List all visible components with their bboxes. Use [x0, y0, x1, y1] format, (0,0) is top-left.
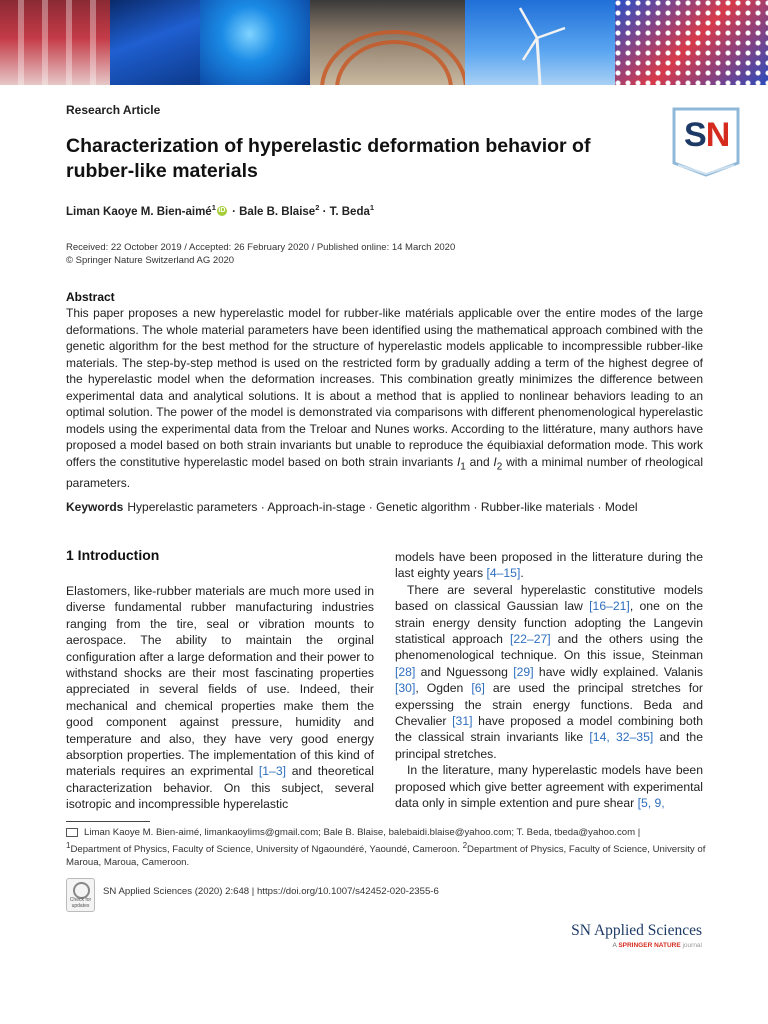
author-1[interactable]: Liman Kaoye M. Bien-aimé	[66, 205, 212, 218]
wind-turbine-icon	[465, 0, 615, 85]
orcid-icon[interactable]: iD	[218, 206, 226, 214]
citation-link[interactable]: [22–27]	[509, 632, 551, 647]
header-banner	[0, 0, 768, 85]
intro-paragraph-2: There are several hyperelastic constitutive models based on classical Gaussian law [16–21], one on the strain energy density function adopting the Langevin statistical approach [22–27] and the others using the phenomenological technique. On this issue, Steinman [28] and Nguessong [29] have widly explained. Valanis [30], Ogden [6] are used the principal stretches for experssing the strain energy functions. Beda and Chevalier [31] have proposed a model combining both the classical strain invariants like [14, 32–35] and the principal stretches.	[395, 582, 703, 761]
citation-link[interactable]: [5, 9,	[637, 796, 665, 811]
publication-dates	[66, 241, 455, 267]
footnote-divider	[66, 821, 150, 822]
abstract-text: This paper proposes a new hyperelastic model for rubber-like matérials applicable over the entire modes of the large deformations. The whole material parameters have been identified using the mathematical approach combined with the genetic algorithm for the best method for the structure of hyperelastic models applicable to incompressible rubber-like materials. The step-by-step method is used on the restricted form by gradually adding a term of the highest degree of the hyperelastic model when the deformation increases. This combination greatly minimizes the difference between experimental data and analytical solutions. It is about a method that is applied to nonlinear behaviors leading to an optimal solution. The power of the model is demonstrated via comparisons with different phenomenological hyperelastic models using the experimental data from the Treloar and Nunes works. According to the littérature, many authors have proposed a model based on both strain invariants but unable to reproduce the équibiaxial deformation mode. This work offers the constitutive hyperelastic model based on both strain invariants $I_1$ and $I_2$ with a minimal number of rheological parameters.	[66, 306, 703, 491]
citation-link[interactable]: [6]	[471, 681, 485, 696]
citation-link[interactable]: [31]	[452, 714, 473, 729]
citation-link[interactable]: [16–21]	[589, 599, 630, 614]
check-for-updates-button[interactable]: Check for updates	[66, 878, 95, 912]
keywords-list: Hyperelastic parameters · Approach-in-stage · Genetic algorithm · Rubber-like materials · Model	[127, 500, 638, 514]
dates-line: Received: 22 October 2019 / Accepted: 26 February 2020 / Published online: 14 March 2020	[66, 242, 456, 253]
intro-paragraph-continued: models have been proposed in the litterature during the last eighty years [4–15].	[395, 550, 703, 581]
banner-image-machine	[310, 0, 465, 85]
citation-link[interactable]: [30]	[395, 681, 416, 696]
author-list: Liman Kaoye M. Bien-aimé$^1$ iD · Bale B. Blaise$^2$ · T. Beda$^1$	[66, 203, 375, 218]
body-column-right	[395, 549, 703, 812]
article-type: Research Article	[66, 103, 161, 117]
journal-name: SN Applied Sciences	[571, 922, 702, 939]
banner-image-circuit	[110, 0, 200, 85]
banner-image-lab	[0, 0, 110, 85]
author-emails: Liman Kaoye M. Bien-aimé, limankaoylims@gmail.com; Bale B. Blaise, balebaidi.blaise@yahoo.com; T. Beda, tbeda@yahoo.com |	[66, 826, 706, 839]
copyright-line: © Springer Nature Switzerland AG 2020	[66, 255, 235, 266]
author-footnote	[66, 826, 706, 869]
intro-paragraph-3: In the literature, many hyperelastic models have been proposed which give better agreement with experimental data only in simple extention and pure shear [5, 9,	[395, 763, 703, 811]
citation-link[interactable]: [14, 32–35]	[589, 730, 654, 745]
citation-link[interactable]: [4–15]	[486, 566, 521, 581]
author-3[interactable]: T. Beda	[329, 205, 370, 218]
affiliations: $^1$Department of Physics, Faculty of Science, University of Ngaoundéré, Yaoundé, Cameroon. $^2$Department of Physics, Faculty of Science, University of Maroua, Maroua, Cameroon.	[66, 841, 706, 869]
citation-link[interactable]: [29]	[513, 664, 534, 679]
author-2[interactable]: Bale B. Blaise	[239, 205, 316, 218]
keywords	[66, 500, 638, 514]
section-title-introduction: 1 Introduction	[66, 547, 160, 563]
banner-image-wind-turbine	[465, 0, 615, 85]
citation-link[interactable]: [1–3]	[258, 764, 286, 779]
body-column-left	[66, 583, 374, 813]
banner-image-water	[200, 0, 310, 85]
publisher-tagline: A SPRINGER NATURE journal	[612, 942, 702, 949]
article-title: Characterization of hyperelastic deformation behavior of rubber-like materials	[66, 135, 591, 182]
sn-logo-text: SN	[684, 116, 730, 154]
envelope-icon	[66, 828, 78, 837]
abstract-heading: Abstract	[66, 290, 115, 304]
keywords-label: Keywords	[66, 500, 124, 514]
intro-paragraph-1: Elastomers, like-rubber materials are much more used in diverse fundamental rubber manufacturing industries ranging from the tire, seal or vibration mounts to aerospace. The ability to maintain the orginal configuration after a large deformation and their power to withstand shocks are their most fascinating properties appreciated in several fields of use. Indeed, their mechanical and chemical properties make them the good component against pressure, humidity and temperature and also, they have very good energy absorption properties. The implementation of this kind of materials requires an exprimental [1–3] and theoretical characterization behavior. On this subject, several isotropic and incompressible hyperelastic	[66, 584, 374, 812]
citation-link[interactable]: [28]	[395, 664, 416, 679]
journal-citation[interactable]: SN Applied Sciences (2020) 2:648 | https://doi.org/10.1007/s42452-020-2355-6	[103, 886, 439, 897]
banner-image-molecules	[615, 0, 768, 85]
